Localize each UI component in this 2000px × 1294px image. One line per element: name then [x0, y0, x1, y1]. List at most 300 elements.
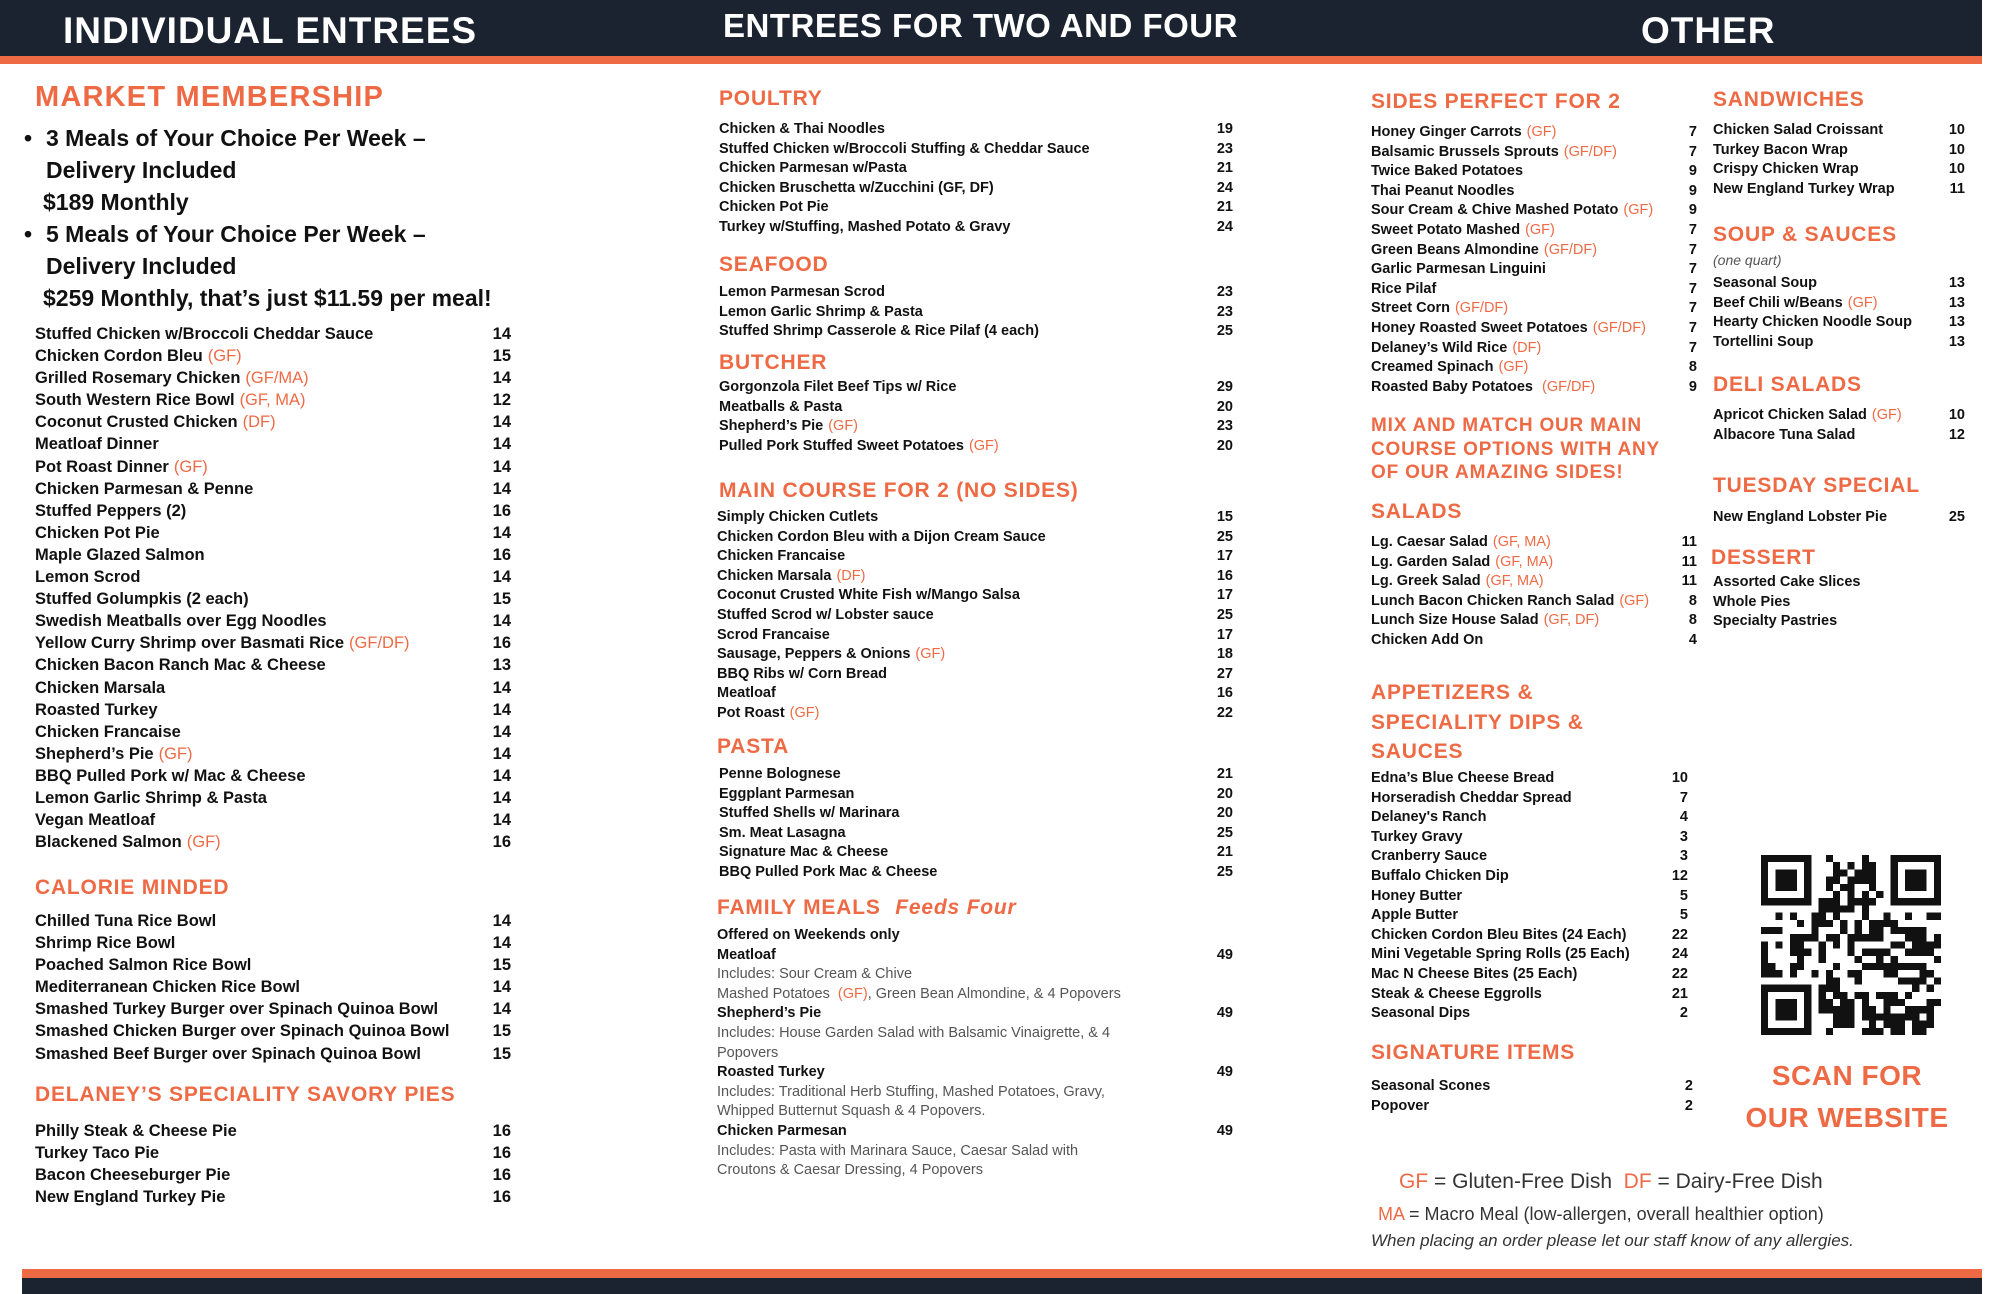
menu-item-name: Street Corn — [1371, 300, 1450, 317]
menu-item-price: 9 — [1688, 378, 1697, 395]
menu-item-name: Steak & Cheese Eggrolls — [1371, 985, 1542, 1002]
menu-item-price: 4 — [1688, 631, 1697, 648]
menu-item-name: Mac N Cheese Bites (25 Each) — [1371, 965, 1578, 982]
family-meals-subtitle: Feeds Four — [895, 896, 1017, 919]
family-item-meatloaf: Meatloaf 49 — [717, 946, 1233, 963]
bottom-accent-stripe — [22, 1269, 1982, 1278]
menu-item-price: 12 — [1671, 867, 1688, 884]
menu-item-name: Stuffed Chicken w/Broccoli Cheddar Sauce — [35, 325, 374, 343]
menu-item-name: Chicken Francaise — [35, 722, 181, 741]
menu-item-price: 8 — [1688, 359, 1697, 376]
menu-item-name: Stuffed Golumpkis (2 each) — [35, 590, 249, 609]
menu-item — [35, 522, 511, 544]
menu-item-name: Lemon Scrod — [35, 568, 141, 587]
menu-item-price: 12 — [492, 391, 511, 410]
diet-tag: (GF) — [207, 347, 242, 366]
poultry-list — [719, 120, 1233, 237]
menu-item-name: Stuffed Shells w/ Marinara — [719, 805, 900, 822]
menu-item-name: Creamed Spinach — [1371, 359, 1494, 376]
menu-item-price: 14 — [492, 678, 511, 697]
menu-item-price: 14 — [492, 479, 511, 498]
menu-item-price: 11 — [1681, 553, 1697, 570]
menu-item-price: 14 — [492, 568, 511, 587]
menu-item-price: 14 — [492, 435, 511, 454]
menu-item — [35, 566, 511, 588]
appetizers-list — [1371, 769, 1688, 1024]
diet-tag: (GF, MA) — [1485, 573, 1544, 590]
menu-item-price: 25 — [1216, 824, 1233, 841]
menu-item-price: 25 — [1216, 323, 1233, 339]
menu-item-price: 14 — [492, 325, 511, 343]
menu-item-price: 11 — [1681, 534, 1697, 550]
menu-item-price: 15 — [492, 1022, 511, 1041]
menu-item-price: 14 — [492, 1000, 511, 1019]
membership-title: MARKET MEMBERSHIP — [35, 81, 385, 113]
menu-item-name: Coconut Crusted Chicken — [35, 413, 238, 432]
menu-item-name: Horseradish Cheddar Spread — [1371, 789, 1572, 806]
menu-item — [1371, 221, 1697, 241]
sides-list — [1371, 123, 1697, 397]
menu-item-price: 14 — [492, 523, 511, 542]
menu-item-name: Chicken Cordon Bleu Bites (24 Each) — [1371, 926, 1627, 943]
menu-item — [35, 677, 511, 699]
menu-item-price: 14 — [492, 612, 511, 631]
menu-item-price: 14 — [492, 811, 511, 830]
menu-item-price: 20 — [1216, 398, 1233, 415]
menu-item — [719, 437, 1233, 457]
menu-item — [1371, 299, 1697, 319]
menu-item — [1371, 828, 1688, 848]
menu-item-price: 7 — [1679, 789, 1688, 806]
menu-item-name: Turkey Gravy — [1371, 828, 1463, 845]
menu-item — [35, 932, 511, 954]
diet-tag: (GF/DF) — [1454, 300, 1509, 317]
membership-plan-3 — [24, 122, 584, 218]
menu-item-price: 24 — [1671, 946, 1688, 963]
menu-item-name: Gorgonzola Filet Beef Tips w/ Rice — [719, 379, 957, 395]
menu-item-name: Sweet Potato Mashed — [1371, 221, 1521, 238]
poultry-title: POULTRY — [719, 87, 823, 110]
menu-item-price: 7 — [1688, 319, 1697, 336]
menu-item-price: 21 — [1671, 985, 1688, 1002]
menu-item — [35, 1020, 511, 1042]
menu-item-price: 7 — [1688, 221, 1697, 238]
family-meals-list — [717, 926, 1233, 1181]
menu-item-name: Chicken Parmesan w/Pasta — [719, 160, 907, 176]
menu-item — [1713, 612, 1965, 632]
menu-item-price: 7 — [1688, 124, 1697, 140]
menu-item-price: 16 — [1216, 567, 1233, 584]
plan-3-price: $189 Monthly — [43, 189, 189, 215]
sides-title: SIDES PERFECT FOR 2 — [1371, 90, 1621, 113]
menu-item — [719, 785, 1233, 805]
calorie-minded-list — [35, 910, 511, 1065]
plan-5-price: $259 Monthly, that’s just $11.59 per meal! — [43, 285, 492, 311]
menu-item-price: 11 — [1949, 180, 1965, 197]
menu-item — [35, 699, 511, 721]
menu-item — [1371, 847, 1688, 867]
menu-item-price: 15 — [492, 956, 511, 975]
diet-tag: (GF/DF) — [1563, 143, 1617, 160]
menu-item-price: 24 — [1216, 218, 1233, 235]
menu-item-price: 22 — [1671, 926, 1688, 943]
menu-item-price: 14 — [492, 457, 511, 476]
main-course-title: MAIN COURSE FOR 2 (NO SIDES) — [719, 479, 1079, 502]
tuesday-special-title: TUESDAY SPECIAL — [1713, 474, 1920, 497]
menu-item — [1371, 553, 1697, 573]
menu-item-name: Pot Roast — [717, 704, 785, 721]
menu-item-name: Blackened Salmon — [35, 833, 182, 852]
menu-item-name: Meatloaf Dinner — [35, 435, 159, 454]
dessert-title: DESSERT — [1711, 546, 1816, 569]
menu-item — [719, 283, 1233, 303]
menu-item-price: 14 — [492, 788, 511, 807]
menu-item — [35, 1186, 511, 1208]
menu-item-name: Chicken Bacon Ranch Mac & Cheese — [35, 656, 326, 675]
soup-note: (one quart) — [1713, 252, 1782, 268]
menu-item-name: Popover — [1371, 1097, 1430, 1114]
menu-item-name: Chicken Salad Croissant — [1713, 122, 1884, 138]
menu-item — [35, 588, 511, 610]
menu-item-price: 2 — [1684, 1097, 1693, 1114]
diet-tag: (GF) — [789, 704, 820, 721]
calorie-minded-title: CALORIE MINDED — [35, 876, 230, 899]
menu-item — [719, 417, 1233, 437]
diet-tag: (GF) — [1526, 124, 1557, 140]
sandwiches-list — [1713, 121, 1965, 199]
menu-item-price: 16 — [492, 545, 511, 564]
menu-item-price: 22 — [1671, 965, 1688, 982]
menu-item-price: 25 — [1216, 528, 1233, 545]
menu-item — [35, 1120, 511, 1142]
menu-item-price: 16 — [492, 1166, 511, 1185]
menu-item-name: Signature Mac & Cheese — [719, 844, 889, 861]
diet-tag: (DF) — [836, 567, 866, 584]
menu-item-name: Lunch Bacon Chicken Ranch Salad — [1371, 592, 1615, 609]
menu-item-name: Chicken Pot Pie — [35, 523, 160, 542]
qr-code[interactable] — [1761, 855, 1941, 1035]
menu-item — [35, 610, 511, 632]
menu-item-price: 15 — [492, 1044, 511, 1063]
menu-item-price: 21 — [1216, 199, 1233, 215]
menu-item — [717, 704, 1233, 724]
menu-item-price: 11 — [1681, 573, 1697, 590]
menu-item-name: Meatloaf — [717, 685, 776, 702]
menu-item — [1371, 631, 1697, 651]
seafood-list — [719, 283, 1233, 342]
menu-item — [35, 1142, 511, 1164]
menu-item-name: Chicken Bruschetta w/Zucchini (GF, DF) — [719, 179, 994, 196]
family-desc: Includes: Pasta with Marinara Sauce, Caesar Salad with — [717, 1142, 1079, 1159]
legend-ma-tag: MA — [1378, 1204, 1405, 1224]
plan-5-line2: Delivery Included — [46, 253, 237, 279]
dessert-list — [1713, 573, 1965, 632]
menu-item-price: 13 — [1948, 314, 1965, 331]
menu-item-name: Shepherd’s Pie — [35, 744, 154, 763]
menu-item-name: Stuffed Scrod w/ Lobster sauce — [717, 606, 934, 623]
menu-item-price: 25 — [1216, 863, 1233, 880]
menu-item-name: Balsamic Brussels Sprouts — [1371, 143, 1559, 160]
menu-item-name: Lg. Garden Salad — [1371, 553, 1491, 570]
column-title-individual: INDIVIDUAL ENTREES — [63, 10, 478, 51]
menu-item — [35, 787, 511, 809]
menu-item-name: Crispy Chicken Wrap — [1713, 161, 1859, 178]
pasta-title: PASTA — [717, 735, 790, 758]
menu-item-name: Hearty Chicken Noodle Soup — [1713, 314, 1913, 331]
family-desc: Mashed Potatoes (GF), Green Bean Almondine, & 4 Popovers — [717, 985, 1121, 1002]
menu-item — [719, 378, 1233, 398]
menu-item-name: Roasted Turkey — [35, 700, 158, 719]
menu-item-name: Meatballs & Pasta — [719, 398, 843, 415]
menu-item-price: 13 — [492, 656, 511, 675]
menu-item-price: 14 — [492, 912, 511, 930]
menu-item-price: 9 — [1688, 202, 1697, 219]
menu-item — [1371, 592, 1697, 612]
menu-item-name: Stuffed Shrimp Casserole & Rice Pilaf (4 each) — [719, 323, 1039, 339]
menu-item-name: Sour Cream & Chive Mashed Potato — [1371, 202, 1619, 219]
diet-tag: (GF, MA) — [1495, 553, 1554, 570]
menu-item-name: Shrimp Rice Bowl — [35, 934, 176, 953]
diet-tag: (GF) — [1847, 294, 1878, 311]
menu-item-price: 22 — [1216, 704, 1233, 721]
diet-tag: (GF) — [1619, 592, 1650, 609]
family-desc: Includes: Traditional Herb Stuffing, Mashed Potatoes, Gravy, — [717, 1083, 1105, 1100]
family-meals-title — [717, 896, 1016, 920]
menu-item — [717, 586, 1233, 606]
menu-item — [1713, 141, 1965, 161]
menu-item-price: 3 — [1679, 848, 1688, 865]
menu-item-name: Green Beans Almondine — [1371, 241, 1539, 258]
menu-item-price: 24 — [1216, 179, 1233, 196]
menu-item-price: 27 — [1216, 665, 1233, 682]
mix-and-match-note: MIX AND MATCH OUR MAIN COURSE OPTIONS WITH ANY OF OUR AMAZING SIDES! — [1371, 415, 1660, 483]
menu-item — [717, 665, 1233, 685]
butcher-list — [719, 378, 1233, 456]
menu-item-name: Buffalo Chicken Dip — [1371, 867, 1509, 884]
menu-item — [35, 954, 511, 976]
menu-item-name: Sm. Meat Lasagna — [719, 824, 846, 841]
menu-item — [35, 544, 511, 566]
menu-item — [1371, 358, 1697, 378]
menu-item-price: 16 — [492, 1122, 511, 1140]
butcher-title: BUTCHER — [719, 351, 828, 374]
menu-item-price: 13 — [1948, 333, 1965, 350]
menu-item-name: Bacon Cheeseburger Pie — [35, 1166, 231, 1185]
diet-tag: (GF) — [915, 646, 946, 663]
savory-pies-title: DELANEY’S SPECIALITY SAVORY PIES — [35, 1083, 456, 1106]
menu-item-price: 14 — [492, 722, 511, 741]
diet-tag: (GF) — [1525, 221, 1555, 238]
menu-item-price: 16 — [492, 1144, 511, 1163]
menu-item — [1371, 808, 1688, 828]
menu-item — [35, 743, 511, 765]
diet-tag: (GF) — [968, 437, 999, 454]
diet-tag: (GF) — [158, 744, 193, 763]
menu-item-name: Lemon Garlic Shrimp & Pasta — [35, 788, 267, 807]
legend-gf: GF — [1399, 1170, 1429, 1193]
menu-item-name: Yellow Curry Shrimp over Basmati Rice — [35, 634, 345, 653]
family-desc: Popovers — [717, 1044, 779, 1061]
menu-item-name: Specialty Pastries — [1713, 613, 1838, 630]
menu-item-name: Smashed Chicken Burger over Spinach Quinoa Bowl — [35, 1022, 450, 1041]
menu-item — [1371, 123, 1697, 143]
diet-tag: (GF, MA) — [239, 391, 306, 410]
menu-item — [35, 632, 511, 654]
menu-item — [719, 765, 1233, 785]
diet-tag: (GF) — [186, 833, 221, 852]
menu-item-name: Maple Glazed Salmon — [35, 545, 205, 564]
diet-tag: (GF/DF) — [349, 634, 410, 653]
menu-item — [1371, 339, 1697, 359]
menu-item — [35, 1043, 511, 1065]
menu-item-price: 14 — [492, 934, 511, 953]
salads-list — [1371, 533, 1697, 651]
menu-item-price: 25 — [1216, 606, 1233, 623]
menu-item-name: Grilled Rosemary Chicken — [35, 369, 241, 388]
diet-tag: (GF) — [1623, 202, 1654, 219]
family-meals-label: FAMILY MEALS — [717, 896, 881, 919]
menu-item — [1371, 867, 1688, 887]
menu-item-name: Poached Salmon Rice Bowl — [35, 956, 252, 975]
menu-item — [1371, 906, 1688, 926]
menu-item-name: Apricot Chicken Salad — [1713, 407, 1867, 423]
menu-item — [1371, 1004, 1688, 1024]
menu-item-name: Edna’s Blue Cheese Bread — [1371, 770, 1555, 786]
menu-item — [1371, 241, 1697, 261]
menu-item-name: New England Turkey Wrap — [1713, 180, 1895, 197]
menu-item-name: Tortellini Soup — [1713, 333, 1814, 350]
menu-item-name: Shepherd’s Pie — [719, 418, 824, 434]
membership-plan-5 — [24, 218, 584, 314]
sandwiches-title: SANDWICHES — [1713, 88, 1865, 111]
menu-item-name: Honey Ginger Carrots — [1371, 124, 1522, 140]
menu-item — [1371, 611, 1697, 631]
plan-3-line2: Delivery Included — [46, 157, 237, 183]
menu-item-price: 17 — [1216, 626, 1233, 643]
menu-item-price: 9 — [1688, 163, 1697, 180]
menu-item — [35, 456, 511, 478]
menu-item — [1713, 274, 1965, 294]
menu-item-name: Chicken Cordon Bleu with a Dijon Cream Sauce — [717, 528, 1046, 545]
menu-item-price: 16 — [492, 1188, 511, 1207]
menu-item-name: Chicken & Thai Noodles — [719, 121, 885, 137]
menu-item-name: Thai Peanut Noodles — [1371, 182, 1515, 199]
diet-tag: (GF) — [1498, 359, 1529, 376]
menu-item — [1713, 294, 1965, 314]
menu-item-name: Chicken Marsala — [717, 567, 832, 584]
menu-item-price: 16 — [492, 501, 511, 520]
menu-item-price: 12 — [1948, 426, 1965, 443]
menu-item — [1371, 769, 1688, 789]
menu-item-name: New England Turkey Pie — [35, 1188, 226, 1207]
menu-item-price: 10 — [1948, 122, 1965, 138]
menu-item-name: Apple Butter — [1371, 907, 1458, 924]
menu-item-name: Honey Butter — [1371, 887, 1463, 904]
menu-item — [1371, 965, 1688, 985]
menu-item-price: 5 — [1679, 907, 1688, 924]
menu-item — [35, 323, 511, 345]
menu-item-price: 23 — [1216, 284, 1233, 300]
menu-item-price: 14 — [492, 978, 511, 997]
menu-item — [1371, 378, 1697, 398]
menu-item-price: 29 — [1216, 379, 1233, 395]
menu-item-name: Chicken Add On — [1371, 631, 1484, 648]
menu-item-price: 21 — [1216, 160, 1233, 176]
menu-item — [35, 976, 511, 998]
menu-item-name: Seasonal Dips — [1371, 1005, 1471, 1022]
menu-item-name: Whole Pies — [1713, 593, 1791, 610]
menu-item — [1371, 533, 1697, 553]
menu-item — [1713, 180, 1965, 200]
menu-item — [719, 140, 1233, 160]
menu-item — [35, 367, 511, 389]
soup-sauces-title: SOUP & SAUCES — [1713, 223, 1897, 246]
menu-item-name: Lemon Garlic Shrimp & Pasta — [719, 303, 923, 320]
menu-item-name: Swedish Meatballs over Egg Noodles — [35, 612, 327, 631]
menu-item — [1713, 426, 1965, 446]
diet-tag: (DF) — [242, 413, 276, 432]
menu-item-name: Stuffed Chicken w/Broccoli Stuffing & Cheddar Sauce — [719, 140, 1090, 157]
menu-item-price: 14 — [492, 766, 511, 785]
menu-item-name: Seasonal Soup — [1713, 275, 1817, 291]
menu-item — [1371, 985, 1688, 1005]
diet-tag: (GF) — [1871, 407, 1902, 423]
family-desc: Includes: Sour Cream & Chive — [717, 966, 913, 983]
menu-item — [1371, 280, 1697, 300]
signature-items-title: SIGNATURE ITEMS — [1371, 1041, 1576, 1064]
menu-item-name: Chilled Tuna Rice Bowl — [35, 912, 217, 930]
menu-item — [1371, 162, 1697, 182]
menu-item — [1713, 508, 1965, 528]
menu-item-name: Coconut Crusted White Fish w/Mango Salsa — [717, 587, 1020, 604]
menu-item-price: 17 — [1216, 587, 1233, 604]
menu-item-price: 16 — [1216, 685, 1233, 702]
menu-item — [35, 500, 511, 522]
seafood-title: SEAFOOD — [719, 253, 829, 276]
menu-item-name: Smashed Beef Burger over Spinach Quinoa Bowl — [35, 1044, 422, 1063]
menu-item — [719, 863, 1233, 883]
menu-item — [1713, 313, 1965, 333]
menu-item-price: 15 — [492, 590, 511, 609]
menu-item-name: Delaney’s Wild Rice — [1371, 339, 1508, 356]
menu-item-price: 3 — [1679, 828, 1688, 845]
menu-item-price: 16 — [492, 634, 511, 653]
diet-tag: (GF) — [828, 418, 859, 434]
menu-item-price: 19 — [1216, 121, 1233, 137]
menu-item — [719, 159, 1233, 179]
menu-item — [719, 303, 1233, 323]
diet-tag: (GF, MA) — [1492, 534, 1551, 550]
menu-item-name: Vegan Meatloaf — [35, 811, 156, 830]
menu-item-price: 23 — [1216, 303, 1233, 320]
menu-item — [1371, 143, 1697, 163]
menu-item — [1371, 572, 1697, 592]
allergy-note: When placing an order please let our staff know of any allergies. — [1371, 1231, 1854, 1250]
menu-item-name: Eggplant Parmesan — [719, 785, 855, 802]
menu-item-name: Stuffed Peppers (2) — [35, 501, 187, 520]
diet-tag: (GF/DF) — [1537, 378, 1596, 395]
menu-item-name: Beef Chili w/Beans — [1713, 294, 1843, 311]
menu-item — [1371, 887, 1688, 907]
legend-df: DF — [1623, 1170, 1652, 1193]
menu-item — [1371, 260, 1697, 280]
appetizers-title: APPETIZERS & SPECIALITY DIPS & SAUCES — [1371, 681, 1584, 763]
menu-item-name: Smashed Turkey Burger over Spinach Quinoa Bowl — [35, 1000, 439, 1019]
legend-ma: MA = Macro Meal (low-allergen, overall healthier option) — [1378, 1204, 1824, 1224]
menu-item-name: Lg. Greek Salad — [1371, 573, 1481, 590]
menu-item — [1713, 573, 1965, 593]
menu-item-price: 7 — [1688, 241, 1697, 258]
